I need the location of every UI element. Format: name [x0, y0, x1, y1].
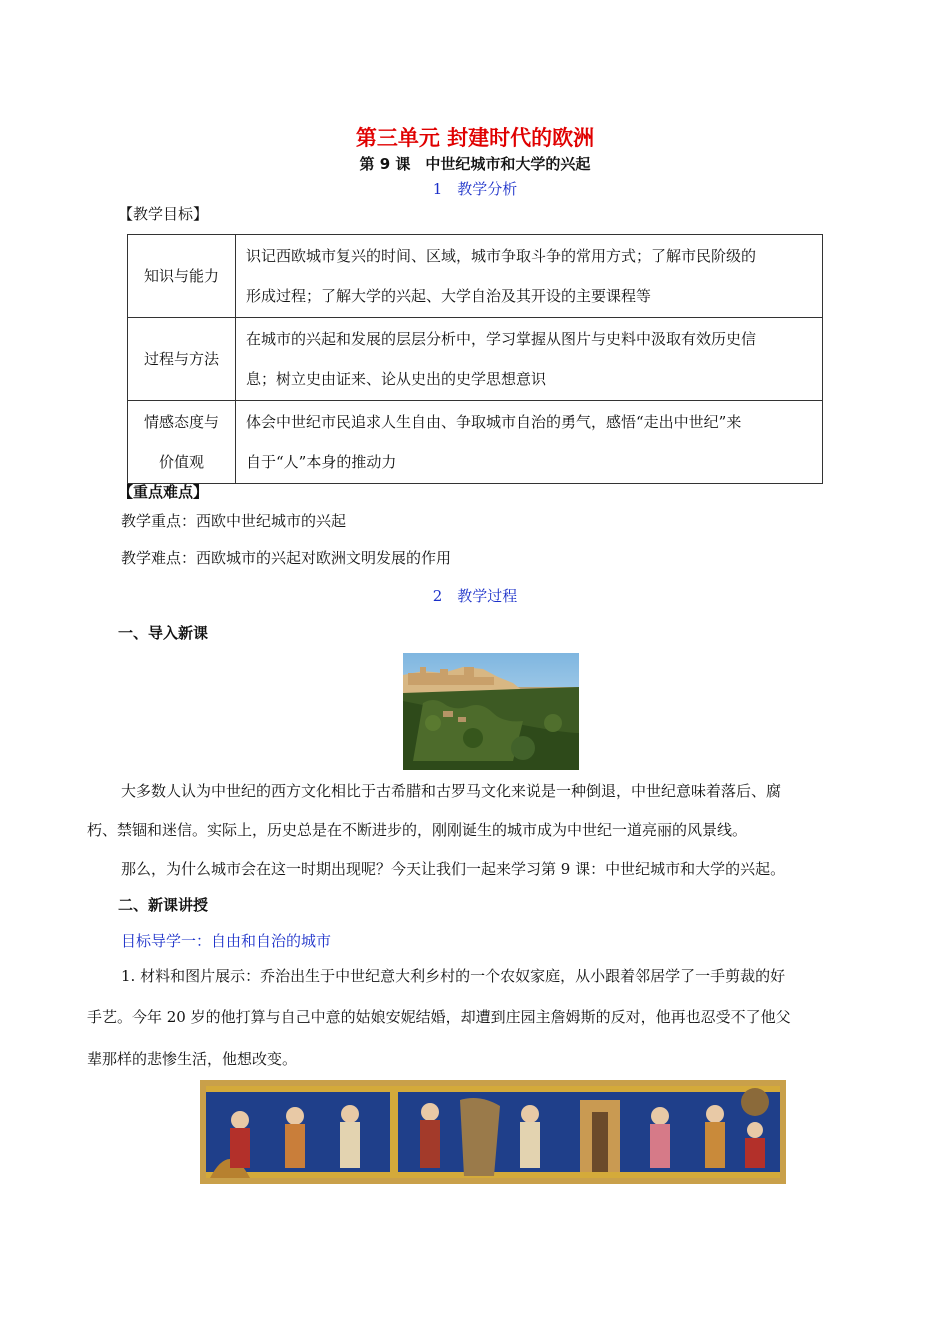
- intro-paragraph-line: 大多数人认为中世纪的西方文化相比于古希腊和古罗马文化来说是一种倒退，中世纪意味着落后、腐: [121, 782, 782, 800]
- table-row: [128, 235, 823, 318]
- value-line: 形成过程；了解大学的兴起、大学自治及其开设的主要课程等: [246, 287, 652, 305]
- row-value: [236, 318, 823, 401]
- hilltop-town-photo: [403, 653, 579, 770]
- intro-question: 那么，为什么城市会在这一时期出现呢？今天让我们一起来学习第 9 课：中世纪城市和大学的兴起。: [121, 860, 786, 878]
- teaching-difficulty: 教学难点：西欧城市的兴起对欧洲文明发展的作用: [121, 549, 452, 567]
- row-value: [236, 235, 823, 318]
- label-line: 情感态度与: [143, 413, 219, 431]
- table-row: [128, 401, 823, 484]
- label-line: 价值观: [158, 453, 204, 471]
- value-line: 识记西欧城市复兴的时间、区域，城市争取斗争的常用方式；了解市民阶级的: [246, 247, 757, 265]
- value-line: 息；树立史由证来、论从史出的史学思想意识: [246, 370, 547, 388]
- objectives-table: [127, 234, 823, 484]
- row-label: 知识与能力: [128, 235, 236, 318]
- material-line: 1. 材料和图片展示：乔治出生于中世纪意大利乡村的一个农奴家庭，从小跟着邻居学了一手剪裁的好: [121, 967, 786, 985]
- row-label: [128, 401, 236, 484]
- unit-title: 第三单元 封建时代的欧洲: [355, 126, 595, 150]
- material-line: 手艺。今年 20 岁的他打算与自己中意的姑娘安妮结婚，却遭到庄园主詹姆斯的反对，他再也忍受不了他父: [87, 1008, 791, 1026]
- intro-heading: 一、导入新课: [118, 624, 209, 642]
- material-line: 辈那样的悲惨生活，他想改变。: [87, 1050, 298, 1068]
- row-value: [236, 401, 823, 484]
- row-label: 过程与方法: [128, 318, 236, 401]
- value-line: 体会中世纪市民追求人生自由、争取城市自治的勇气，感悟“走出中世纪”来: [246, 413, 742, 431]
- section-process-heading: 2 教学过程: [432, 587, 518, 605]
- objectives-heading: 【教学目标】: [118, 205, 209, 223]
- lesson-title: 第 9 课 中世纪城市和大学的兴起: [359, 155, 591, 173]
- value-line: 自于“人”本身的推动力: [246, 453, 397, 471]
- intro-paragraph-line: 朽、禁锢和迷信。实际上，历史总是在不断进步的，刚刚诞生的城市成为中世纪一道亮丽的风景线。: [87, 821, 748, 839]
- medieval-manuscript-image: [200, 1080, 786, 1184]
- goal-heading: 目标导学一：自由和自治的城市: [121, 932, 332, 950]
- key-points-heading: 【重点难点】: [118, 483, 209, 501]
- section-analysis-heading: 1 教学分析: [432, 180, 518, 198]
- table-row: [128, 318, 823, 401]
- teaching-focus: 教学重点：西欧中世纪城市的兴起: [121, 512, 347, 530]
- value-line: 在城市的兴起和发展的层层分析中，学习掌握从图片与史料中汲取有效历史信: [246, 330, 757, 348]
- lecture-heading: 二、新课讲授: [118, 896, 209, 914]
